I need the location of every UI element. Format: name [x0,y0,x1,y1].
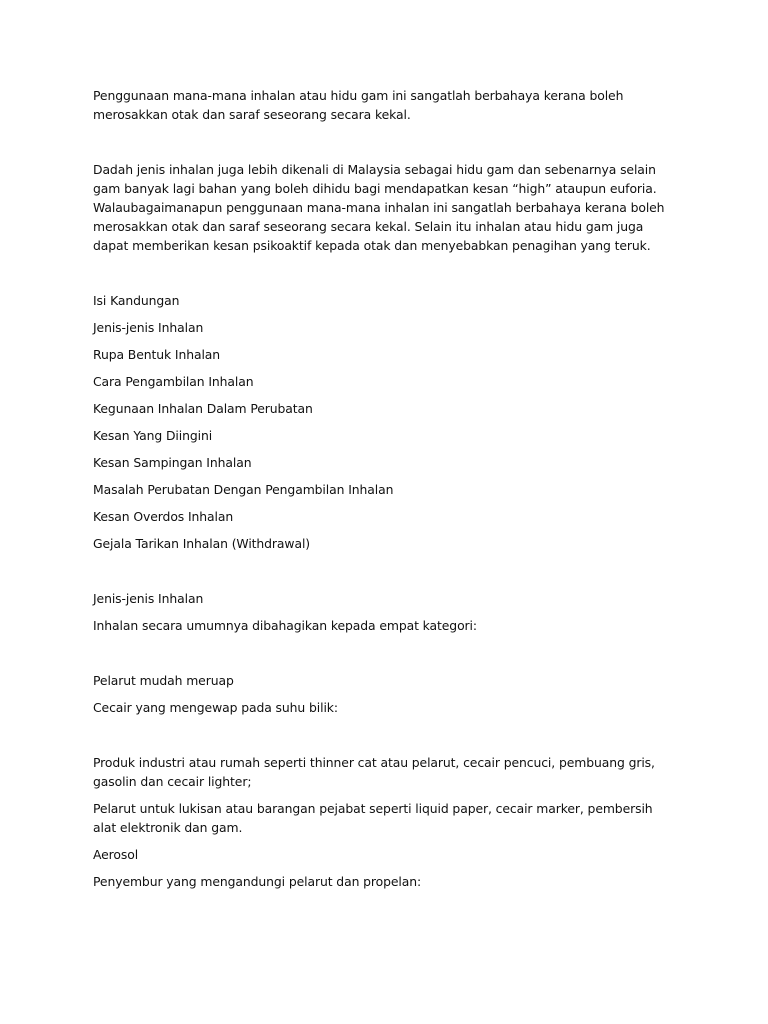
section-text: Inhalan secara umumnya dibahagikan kepada empat kategori: [93,618,477,633]
example-paragraph: Produk industri atau rumah seperti thinner cat atau pelarut, cecair pencuci, pembuang gris, gasolin dan cecair lighter; [93,755,655,789]
toc-item: Gejala Tarikan Inhalan (Withdrawal) [93,536,311,551]
toc-item: Cara Pengambilan Inhalan [93,374,254,389]
category-text: Cecair yang mengewap pada suhu bilik: [93,700,338,715]
category-heading: Pelarut mudah meruap [93,673,234,688]
toc-item: Kegunaan Inhalan Dalam Perubatan [93,401,313,416]
toc-heading: Isi Kandungan [93,293,180,308]
example-paragraph: Pelarut untuk lukisan atau barangan pejabat seperti liquid paper, cecair marker, pembersih alat elektronik dan gam. [93,801,653,835]
toc-item: Masalah Perubatan Dengan Pengambilan Inhalan [93,482,394,497]
category-text: Penyembur yang mengandungi pelarut dan propelan: [93,874,422,889]
description-paragraph: Dadah jenis inhalan juga lebih dikenali di Malaysia sebagai hidu gam dan sebenarnya selain gam banyak lagi bahan yang boleh dihidu bagi mendapatkan kesan “high” ataupun euforia. Walaubagaimanapun penggunaan mana-mana inhalan ini sangatlah berbahaya kerana boleh merosakkan otak dan saraf seseorang secara kekal. Selain itu inhalan atau hidu gam juga dapat memberikan kesan psikoaktif kepada otak dan menyebabkan penagihan yang teruk. [93,162,665,253]
category-heading: Aerosol [93,847,139,862]
toc-item: Kesan Yang Diingini [93,428,213,443]
section-heading: Jenis-jenis Inhalan [93,591,204,606]
toc-item: Kesan Sampingan Inhalan [93,455,252,470]
toc-item: Kesan Overdos Inhalan [93,509,234,524]
document-page [93,86,673,891]
toc-item: Jenis-jenis Inhalan [93,320,204,335]
toc-item: Rupa Bentuk Inhalan [93,347,221,362]
intro-paragraph: Penggunaan mana-mana inhalan atau hidu gam ini sangatlah berbahaya kerana boleh merosakkan otak dan saraf seseorang secara kekal. [93,88,624,122]
